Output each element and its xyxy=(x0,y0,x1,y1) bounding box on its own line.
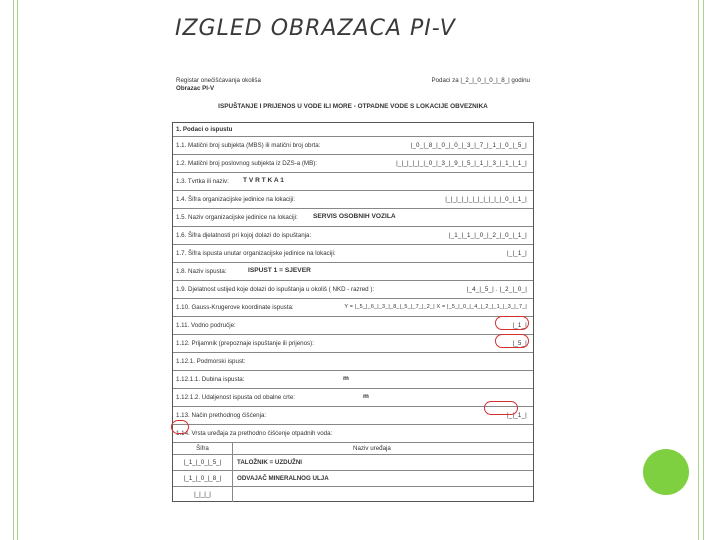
form-row-code: |_4_|_5_| . |_2_|_0_| xyxy=(466,286,527,293)
form-row-code: |_0_|_8_|_0_|_0_|_3_|_7_|_1_|_0_|_5_| xyxy=(410,142,527,149)
form-name: Obrazac PI-V xyxy=(176,85,215,92)
form-row xyxy=(173,191,533,209)
form-row-label: 1.12.1.2. Udaljenost ispusta od obalne crte: xyxy=(176,394,296,401)
highlight-circle xyxy=(171,420,189,434)
form-row xyxy=(173,407,533,425)
form-row xyxy=(173,227,533,245)
section-header xyxy=(173,123,533,137)
table-cell-code xyxy=(173,471,233,486)
form-row xyxy=(173,263,533,281)
form-row-label: 1.12.1. Podmorski ispust: xyxy=(176,358,246,365)
form-table xyxy=(172,122,534,502)
right-border-line xyxy=(703,0,704,540)
form-row xyxy=(173,299,533,317)
form-row xyxy=(173,209,533,227)
form-row-value: SERVIS OSOBNIH VOZILA xyxy=(313,213,396,220)
slide-title: IZGLED OBRAZACA PI-V xyxy=(175,16,456,41)
highlight-circle xyxy=(484,401,518,415)
form-row-label: 1.12. Prijamnik (prepoznaje ispuštanje ili prijenos): xyxy=(176,340,314,347)
form-row-label: 1.8. Naziv ispusta: xyxy=(176,268,227,275)
table-cell-code-text: |_1_|_0_|_8_| xyxy=(183,475,222,482)
form-row-label: 1.11. Vodno područje: xyxy=(176,322,236,329)
table-cell-code xyxy=(173,455,233,470)
form-row-label: 1.7. Šifra ispusta unutar organizacijske jedinice na lokaciji: xyxy=(176,250,336,257)
form-row-label: 1.12.1.1. Dubina ispusta: xyxy=(176,376,245,383)
left-border-line xyxy=(17,0,18,540)
table-header-row xyxy=(173,443,533,455)
form-row-value: m xyxy=(343,375,349,382)
form-row-code: |_|_|_|_|_|_|_|_|_|_|_0_|_1_| xyxy=(445,196,527,203)
form-row-value: m xyxy=(363,393,369,400)
form-row-label: 1.3. Tvrtka ili naziv: xyxy=(176,178,229,185)
form-row-code: |_5_| xyxy=(512,340,527,347)
form-row-label: 1.9. Djelatnost ustijed koje dolazi do ispuštanja u okoliš ( NKD - razred ): xyxy=(176,286,375,293)
table-cell-name: ODVAJAČ MINERALNOG ULJA xyxy=(237,475,329,482)
form-row xyxy=(173,335,533,353)
form-row xyxy=(173,389,533,407)
form-row-code: Y = |_5_|_6_|_3_|_8_|_5_|_7_|_2_| X = |_5_|_0_|_4_|_2_|_1_|_3_|_7_| xyxy=(344,304,527,310)
form-row-value: T V R T K A 1 xyxy=(243,177,284,184)
document-header-left xyxy=(176,77,261,93)
form-row-label: 1.13. Način prethodnog čišćenja: xyxy=(176,412,267,419)
col-code-header xyxy=(173,443,233,454)
table-cell-code xyxy=(173,487,233,502)
form-row-code: |_|_1_| xyxy=(507,412,527,419)
form-row-label: 1.4. Šifra organizacijske jedinice na lokaciji: xyxy=(176,196,295,203)
form-row xyxy=(173,281,533,299)
table-cell-code-text: |_1_|_0_|_5_| xyxy=(183,459,222,466)
register-name: Registar onečišćavanja okoliša xyxy=(176,77,261,84)
right-border-line xyxy=(698,0,699,540)
form-title: ISPUŠTANJE I PRIJENOS U VODE ILI MORE - OTPADNE VODE S LOKACIJE OBVEZNIKA xyxy=(218,103,488,110)
form-scan xyxy=(172,74,534,506)
table-row xyxy=(173,471,533,487)
table-row xyxy=(173,455,533,471)
table-row xyxy=(173,487,533,502)
form-row-code: |_|_|_|_|_|_0_|_3_|_9_|_5_|_1_|_3_|_1_|_1_| xyxy=(396,160,527,167)
form-row-label: 1.5. Naziv organizacijske jedinice na lokaciji: xyxy=(176,214,298,221)
form-row-label: 1.1. Matični broj subjekta (MBS) ili matični broj obrta: xyxy=(176,142,321,149)
form-row xyxy=(173,155,533,173)
year-field: Podaci za |_2_|_0_|_0_|_8_| godinu xyxy=(431,77,530,84)
form-row xyxy=(173,353,533,371)
form-row xyxy=(173,245,533,263)
form-row-value: ISPUST 1 = SJEVER xyxy=(248,267,311,274)
form-row xyxy=(173,317,533,335)
form-row-code: |_1_|_1_|_0_|_2_|_0_|_1_| xyxy=(448,232,527,239)
form-row-label: 1.10. Gauss-Krugerove koordinate ispusta: xyxy=(176,304,294,311)
highlight-circle xyxy=(495,334,529,348)
form-row xyxy=(173,425,533,443)
form-row-code: |_1_| xyxy=(512,322,527,329)
form-row xyxy=(173,173,533,191)
table-cell-code-text: |_|_|_| xyxy=(194,491,211,498)
col-code-header-label: Šifra xyxy=(196,445,209,452)
form-row xyxy=(173,371,533,389)
table-cell-name: TALOŽNIK = UZDUŽNI xyxy=(237,459,303,466)
section-label: 1. Podaci o ispustu xyxy=(176,126,233,133)
form-row xyxy=(173,137,533,155)
highlight-circle xyxy=(495,316,529,330)
left-border-line xyxy=(13,0,14,540)
decorative-circle xyxy=(643,449,689,495)
form-row-label: 1.2. Matični broj poslovnog subjekta iz DZS-a (MB): xyxy=(176,160,317,167)
form-row-code: |_|_1_| xyxy=(507,250,527,257)
col-name-header: Naziv uređaja xyxy=(353,445,391,452)
form-row-label: 1.6. Šifra djelatnosti pri kojoj dolazi do ispuštanja: xyxy=(176,232,312,239)
form-row-label: 1.14. Vrsta uređaja za prethodno čišćenje otpadnih voda: xyxy=(176,430,333,437)
